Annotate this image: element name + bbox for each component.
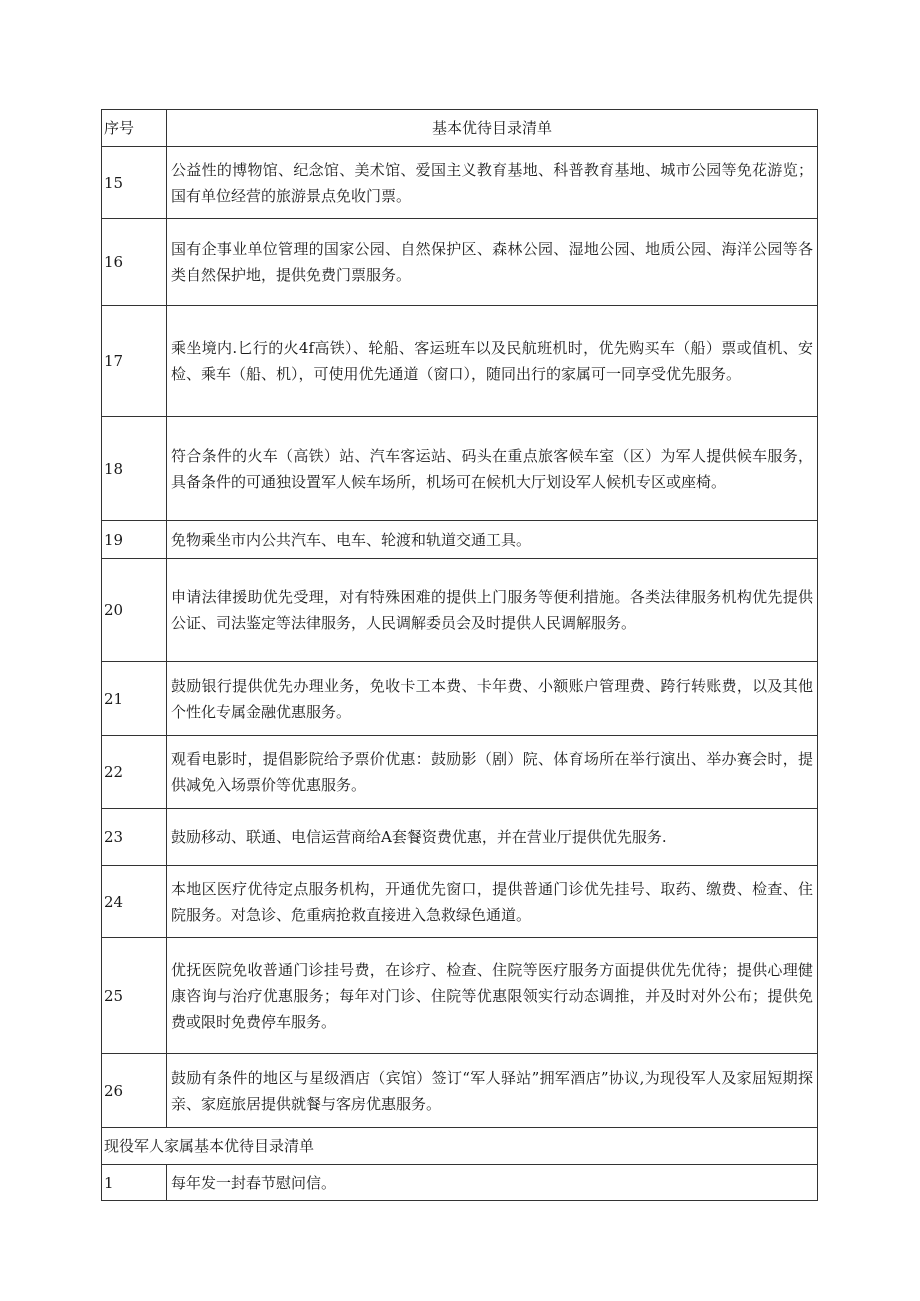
- row-number: 20: [102, 559, 167, 662]
- table-row: [102, 938, 818, 1054]
- row-text: 鼓励移动、联通、电信运营商给A套餐资费优惠，并在营业厅提供优先服务.: [167, 809, 818, 866]
- section-title: 现役军人家属基本优待目录清单: [102, 1128, 818, 1165]
- benefits-table: [101, 109, 818, 1201]
- table-row: [102, 417, 818, 521]
- table-row: [102, 809, 818, 866]
- row-text: 申请法律援助优先受理，对有特殊困难的提供上门服务等便利措施。各类法律服务机构优先提供公证、司法鉴定等法律服务，人民调解委员会及时提供人民调解服务。: [167, 559, 818, 662]
- section-title-row: [102, 1128, 818, 1165]
- row-text: 乘坐境内.匕行的火4f高铁）、轮船、客运班车以及民航班机时，优先购买车（船）票或值机、安检、乘车（船、机），可使用优先通道（窗口），随同出行的家属可一同享受优先服务。: [167, 306, 818, 417]
- row-number: 26: [102, 1054, 167, 1128]
- table-row: [102, 866, 818, 938]
- table-row: [102, 662, 818, 736]
- row-text: 鼓励有条件的地区与星级酒店（宾馆）签订“军人驿站”拥军酒店”协议,为现役军人及家屈短期探亲、家庭旅居提供就餐与客房优惠服务。: [167, 1054, 818, 1128]
- row-text: 本地区医疗优待定点服务机构，开通优先窗口，提供普通门诊优先挂号、取药、缴费、检查、住院服务。对急诊、危重病抢救直接进入急救绿色通道。: [167, 866, 818, 938]
- table-row: [102, 219, 818, 306]
- row-text: 国有企事业单位管理的国家公园、自然保护区、森林公园、湿地公园、地质公园、海洋公园等各类自然保护地，提供免费门票服务。: [167, 219, 818, 306]
- table-row: [102, 736, 818, 809]
- row-text: 优抚医院免收普通门诊挂号费，在诊疗、检查、住院等医疗服务方面提供优先优待；提供心理健康咨询与治疗优惠服务；每年对门诊、住院等优惠限领实行动态调推，并及时对外公布；提供免费或限时免费停车服务。: [167, 938, 818, 1054]
- row-number: 22: [102, 736, 167, 809]
- header-index: 序号: [102, 110, 167, 147]
- row-text: 符合条件的火车（高铁）站、汽车客运站、码头在重点旅客候车室（区）为军人提供候车服务，具备条件的可通独设置军人候车场所，机场可在候机大厅划设军人候机专区或座椅。: [167, 417, 818, 521]
- table-header-row: [102, 110, 818, 147]
- row-number: 25: [102, 938, 167, 1054]
- row-number: 15: [102, 147, 167, 219]
- table-row: [102, 147, 818, 219]
- row-text: 鼓励银行提供优先办理业务，免收卡工本费、卡年费、小额账户管理费、跨行转账费，以及其他个性化专属金融优惠服务。: [167, 662, 818, 736]
- table-row: [102, 1165, 818, 1201]
- table-row: [102, 306, 818, 417]
- row-number: 24: [102, 866, 167, 938]
- row-number: 17: [102, 306, 167, 417]
- row-text: 公益性的博物馆、纪念馆、美术馆、爱国主义教育基地、科普教育基地、城市公园等免花游览；国有单位经营的旅游景点免收门票。: [167, 147, 818, 219]
- header-list-title: 基本优待目录清单: [167, 110, 818, 147]
- row-number: 1: [102, 1165, 167, 1201]
- row-text: 观看电影时，提倡影院给予票价优惠：鼓励影（剧）院、体育场所在举行演出、举办赛会时，提供减免入场票价等优惠服务。: [167, 736, 818, 809]
- row-text: 免物乘坐市内公共汽车、电车、轮渡和轨道交通工具。: [167, 521, 818, 559]
- row-number: 19: [102, 521, 167, 559]
- row-text: 每年发一封春节慰问信。: [167, 1165, 818, 1201]
- table-row: [102, 521, 818, 559]
- row-number: 18: [102, 417, 167, 521]
- row-number: 23: [102, 809, 167, 866]
- table-row: [102, 1054, 818, 1128]
- row-number: 16: [102, 219, 167, 306]
- table-row: [102, 559, 818, 662]
- row-number: 21: [102, 662, 167, 736]
